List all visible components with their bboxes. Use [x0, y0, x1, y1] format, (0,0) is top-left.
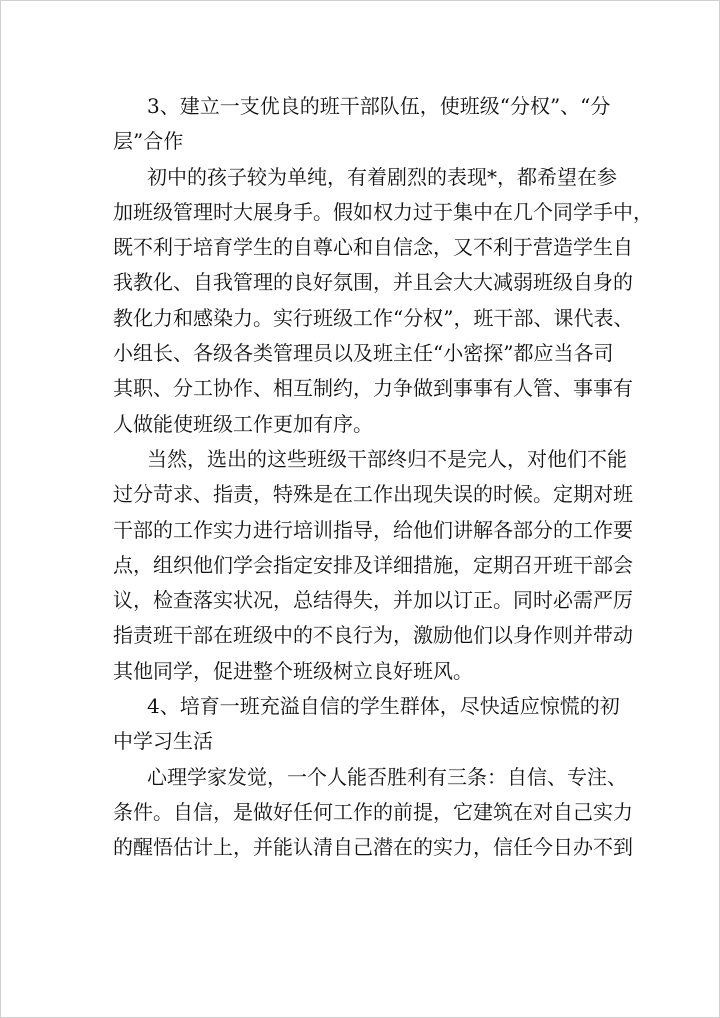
paragraph-line: 心理学家发觉，一个人能否胜利有三条：自信、专注、 [147, 764, 627, 789]
paragraph-line: 过分苛求、指责，特殊是在工作出现失误的时候。定期对班 [113, 482, 633, 507]
paragraph-line: 既不利于培育学生的自尊心和自信念，又不利于营造学生自 [113, 235, 633, 260]
section-4-heading-line-1: 4、培育一班充溢自信的学生群体，尽快适应惊慌的初 [147, 694, 620, 719]
document-body [113, 89, 653, 866]
paragraph-line: 人做能使班级工作更加有序。 [113, 411, 373, 436]
paragraph-line: 当然，选出的这些班级干部终归不是完人，对他们不能 [147, 446, 627, 471]
section-3-heading-line-1: 3、建立一支优良的班干部队伍，使班级“分权”、“分 [147, 94, 611, 118]
paragraph-line: 条件。自信，是做好任何工作的前提，它建筑在对自己实力 [113, 799, 633, 824]
paragraph-line: 干部的工作实力进行培训指导，给他们讲解各部分的工作要 [113, 517, 633, 542]
section-4-heading-line-2: 中学习生活 [113, 729, 213, 754]
paragraph-line: 其职、分工协作、相互制约，力争做到事事有人管、事事有 [113, 376, 633, 401]
paragraph-line: 指责班干部在班级中的不良行为，激励他们以身作则并带动 [113, 623, 633, 648]
paragraph-line: 教化力和感染力。实行班级工作“分权”，班干部、课代表、 [113, 305, 634, 330]
section-3-heading-line-2: 层”合作 [113, 129, 184, 154]
paragraph-line: 小组长、各级各类管理员以及班主任“小密探”都应当各司 [113, 341, 614, 366]
paragraph-line: 加班级管理时大展身手。假如权力过于集中在几个同学手中， [113, 199, 653, 224]
paragraph-line: 其他同学，促进整个班级树立良好班风。 [113, 658, 473, 683]
paragraph-line: 我教化、自我管理的良好氛围，并且会大大减弱班级自身的 [113, 270, 633, 295]
paragraph-line: 初中的孩子较为单纯，有着剧烈的表现*，都希望在参 [147, 164, 617, 189]
paragraph-line: 议，检查落实状况，总结得失，并加以订正。同时必需严厉 [113, 588, 633, 613]
paragraph-line: 的醒悟估计上，并能认清自己潜在的实力，信任今日办不到 [113, 835, 633, 860]
paragraph-line: 点，组织他们学会指定安排及详细措施，定期召开班干部会 [113, 552, 633, 577]
